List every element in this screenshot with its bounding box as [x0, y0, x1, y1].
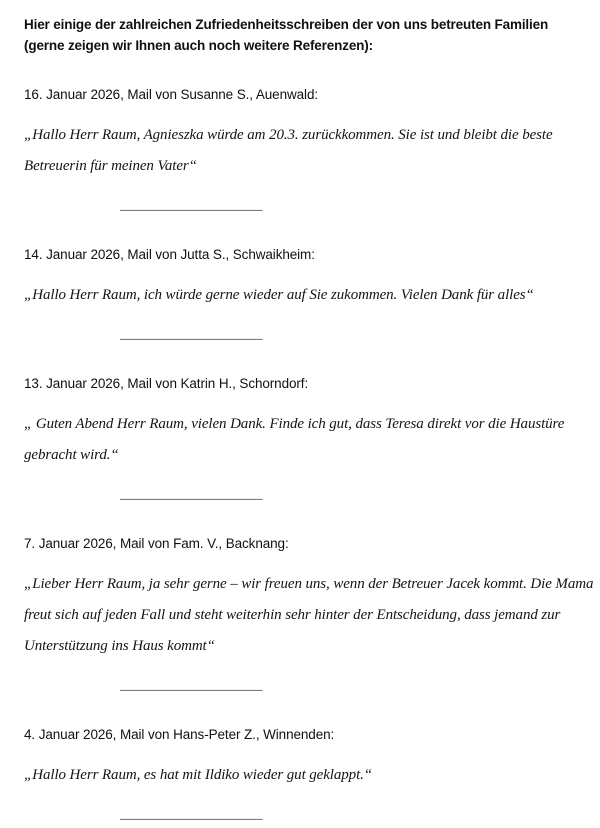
testimonial-entry [24, 535, 594, 694]
entry-date-line: 14. Januar 2026, Mail von Jutta S., Schwaikheim: [24, 247, 315, 262]
separator-line: ___________________ [120, 806, 263, 822]
entry-date-line: 4. Januar 2026, Mail von Hans-Peter Z., Winnenden: [24, 727, 335, 742]
entry-date-line: 16. Januar 2026, Mail von Susanne S., Auenwald: [24, 87, 319, 102]
quote-line: gebracht wird.“ [24, 447, 119, 463]
separator-line: ___________________ [120, 197, 263, 213]
testimonial-entry [24, 86, 584, 214]
entry-quote [24, 280, 584, 311]
quote-line: freut sich auf jeden Fall und steht weiterhin sehr hinter der Entscheidung, dass jemand zur [24, 607, 561, 623]
heading-line: Hier einige der zahlreichen Zufriedenheitsschreiben der von uns betreuten Familien [24, 17, 549, 32]
page-heading [24, 14, 584, 56]
separator-line: ___________________ [120, 677, 263, 693]
testimonial-entry [24, 246, 584, 343]
separator-line: ___________________ [120, 486, 263, 502]
quote-line: „Lieber Herr Raum, ja sehr gerne – wir freuen uns, wenn der Betreuer Jacek kommt. Die Mama [24, 576, 594, 592]
testimonial-entry [24, 726, 584, 823]
quote-line: „Hallo Herr Raum, ich würde gerne wieder auf Sie zukommen. Vielen Dank für alles“ [24, 287, 534, 303]
quote-line: „Hallo Herr Raum, es hat mit Ildiko wieder gut geklappt.“ [24, 767, 373, 783]
entry-date-line: 13. Januar 2026, Mail von Katrin H., Schorndorf: [24, 376, 309, 391]
separator-line: ___________________ [120, 326, 263, 342]
quote-line: „ Guten Abend Herr Raum, vielen Dank. Finde ich gut, dass Teresa direkt vor die Haustüre [24, 416, 565, 432]
quote-line: Unterstützung ins Haus kommt“ [24, 638, 215, 654]
testimonial-entry [24, 375, 584, 503]
quote-line: „Hallo Herr Raum, Agnieszka würde am 20.3. zurückkommen. Sie ist und bleibt die beste [24, 127, 553, 143]
entry-quote [24, 760, 584, 791]
entry-quote [24, 120, 584, 182]
entry-date-line: 7. Januar 2026, Mail von Fam. V., Backnang: [24, 536, 289, 551]
heading-line: (gerne zeigen wir Ihnen auch noch weitere Referenzen): [24, 38, 373, 53]
quote-line: Betreuerin für meinen Vater“ [24, 158, 197, 174]
entry-quote [24, 569, 594, 662]
entry-quote [24, 409, 584, 471]
